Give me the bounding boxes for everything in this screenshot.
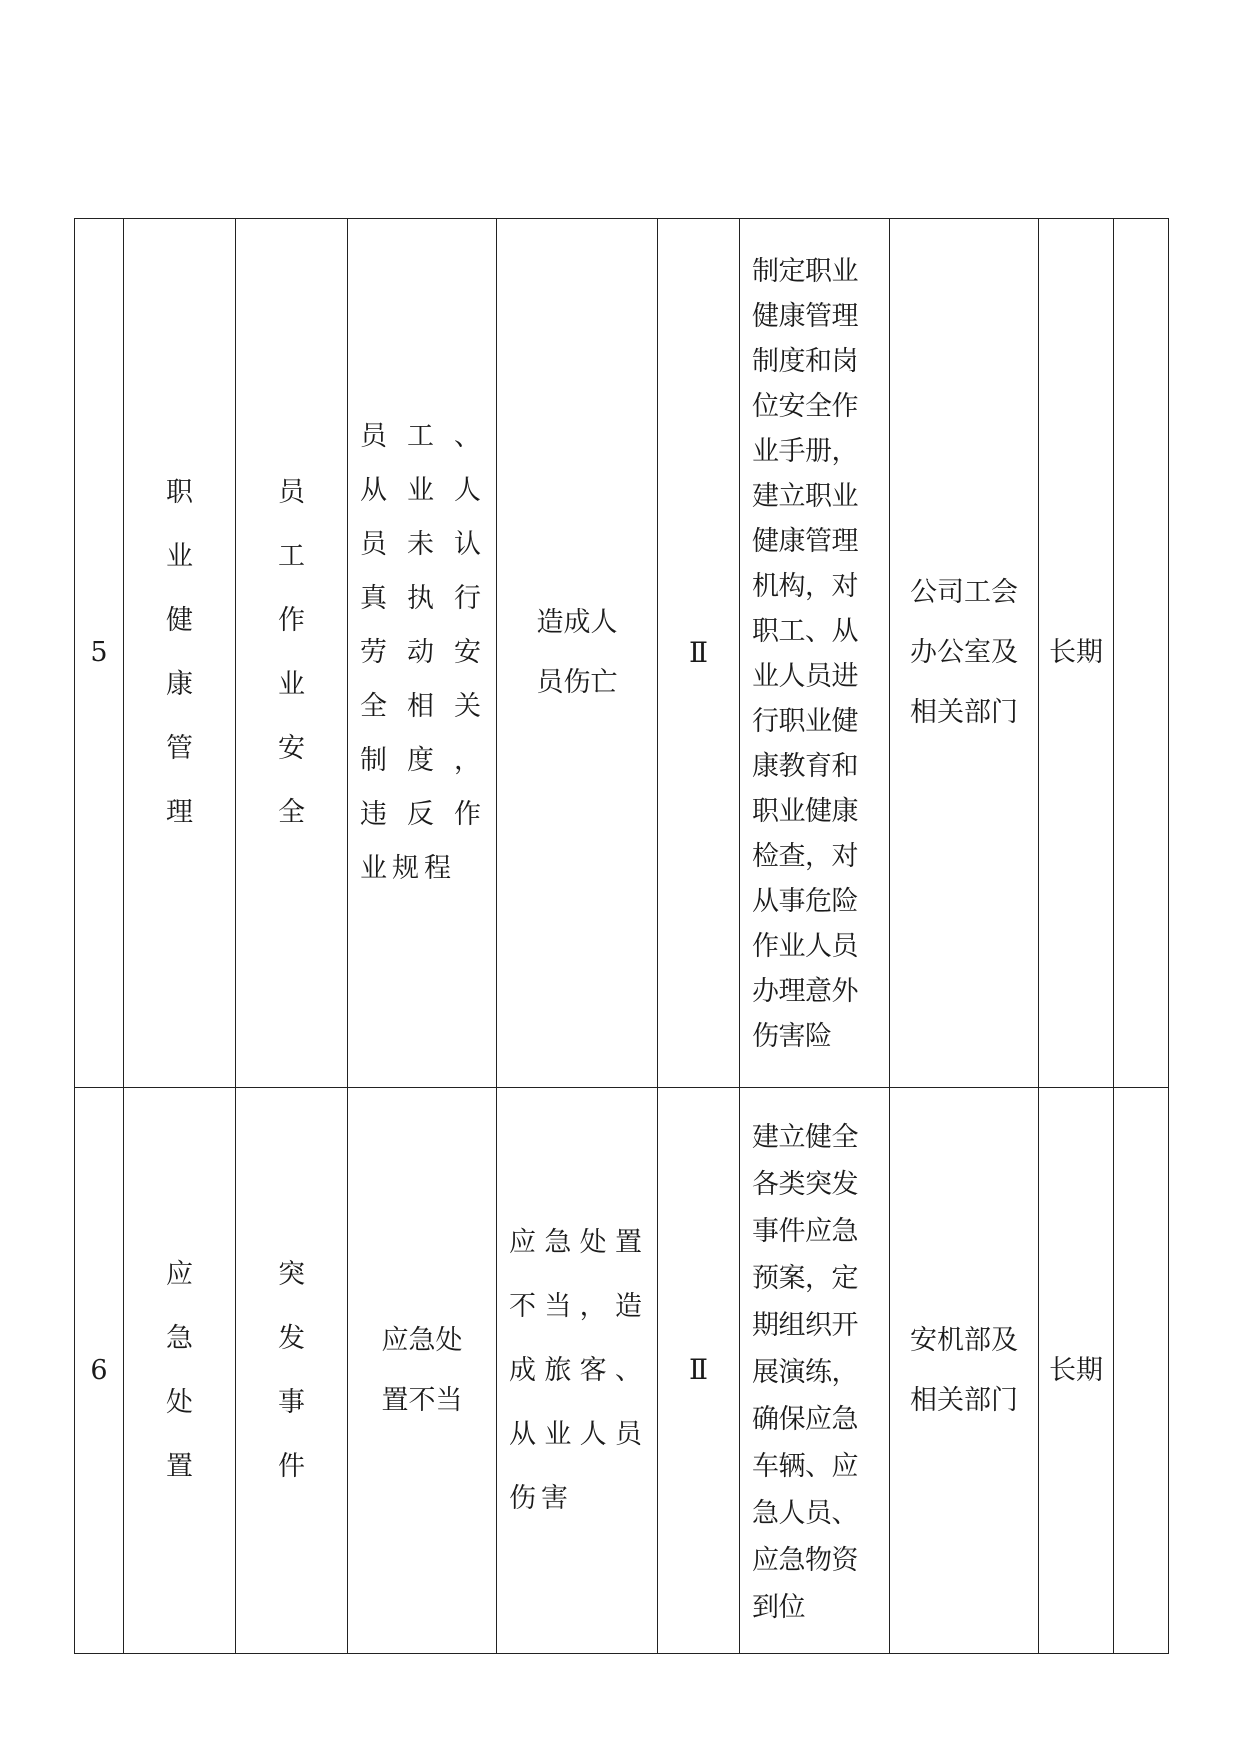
hazard-cell [348,219,497,1088]
row-number: 5 [90,637,108,668]
period-text: 长期 [1049,637,1103,668]
measures-cell [740,219,890,1088]
department-text: 公司工会办公室及相关部门 [910,577,1018,728]
risk-control-table [74,218,1169,1654]
consequence-text: 应急处置不当，造成旅客、从业人员伤害 [509,1226,647,1514]
item-text: 突发事件 [278,1258,305,1482]
table-row [75,1088,1169,1654]
item-cell [236,219,348,1088]
category-cell [124,219,236,1088]
risk-level-cell [658,1088,740,1654]
period-text: 长期 [1049,1354,1103,1386]
measures-text: 制定职业健康管理制度和岗位安全作业手册，建立职业健康管理机构，对职工、从业人员进行职业健康教育和职业健康检查，对从事危险作业人员办理意外伤害险 [752,256,858,1052]
item-text: 员工作业安全 [278,477,305,828]
hazard-text: 员工、从业人员未认真执行劳动安全相关制度，违反作业规程 [360,421,486,884]
row-number-cell [75,219,124,1088]
table-row [75,219,1169,1088]
period-cell [1039,219,1114,1088]
measures-cell [740,1088,890,1654]
department-text: 安机部及相关部门 [910,1324,1018,1416]
category-cell [124,1088,236,1654]
category-text: 应急处置 [166,1258,193,1482]
item-cell [236,1088,348,1654]
risk-level-cell [658,219,740,1088]
consequence-text: 造成人员伤亡 [536,607,618,698]
consequence-cell [497,219,658,1088]
row-number-cell [75,1088,124,1654]
row-number: 6 [90,1354,108,1386]
consequence-cell [497,1088,658,1654]
remark-cell [1114,219,1169,1088]
measures-text: 建立健全各类突发事件应急预案，定期组织开展演练，确保应急车辆、应急人员、应急物资到位 [752,1122,858,1623]
risk-level: Ⅱ [688,1353,709,1386]
risk-level: Ⅱ [688,635,709,669]
period-cell [1039,1088,1114,1654]
department-cell [890,219,1039,1088]
hazard-text: 应急处置不当 [381,1324,463,1416]
remark-cell [1114,1088,1169,1654]
category-text: 职业健康管理 [166,477,193,828]
department-cell [890,1088,1039,1654]
hazard-cell [348,1088,497,1654]
